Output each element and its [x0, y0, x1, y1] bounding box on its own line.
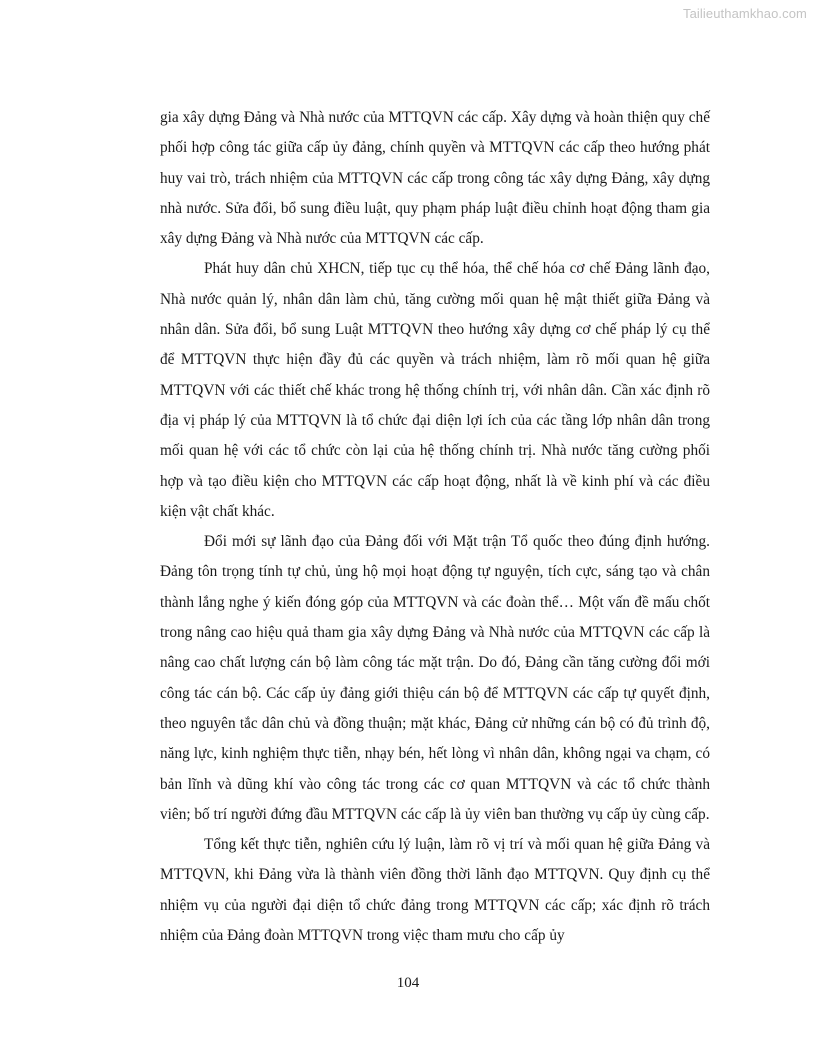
watermark: Tailieuthamkhao.com — [682, 6, 807, 21]
page-body — [160, 103, 710, 951]
paragraph-leadership: Đổi mới sự lãnh đạo của Đảng đối với Mặt trận Tổ quốc theo đúng định hướng. Đảng tôn trọng tính tự chủ, ủng hộ mọi hoạt động tự nguyện, tích cực, sáng tạo và chân thành lắng nghe ý kiến đóng góp của MTTQVN và các đoàn thể… Một vấn đề mấu chốt trong nâng cao hiệu quả tham gia xây dựng Đảng và Nhà nước của MTTQVN các cấp là nâng cao chất lượng cán bộ làm công tác mặt trận. Do đó, Đảng cần tăng cường đổi mới công tác cán bộ. Các cấp ủy đảng giới thiệu cán bộ để MTTQVN các cấp tự quyết định, theo nguyên tắc dân chủ và đồng thuận; mặt khác, Đảng cử những cán bộ có đủ trình độ, năng lực, kinh nghiệm thực tiễn, nhạy bén, hết lòng vì nhân dân, không ngại va chạm, có bản lĩnh và dũng khí vào công tác trong các cơ quan MTTQVN và các tổ chức thành viên; bố trí người đứng đầu MTTQVN các cấp là ủy viên ban thường vụ cấp ủy cùng cấp. — [160, 533, 710, 823]
paragraph-democracy: Phát huy dân chủ XHCN, tiếp tục cụ thể hóa, thể chế hóa cơ chế Đảng lãnh đạo, Nhà nước quản lý, nhân dân làm chủ, tăng cường mối quan hệ mật thiết giữa Đảng và nhân dân. Sửa đổi, bổ sung Luật MTTQVN theo hướng xây dựng cơ chế pháp lý cụ thể để MTTQVN thực hiện đầy đủ các quyền và trách nhiệm, làm rõ mối quan hệ giữa MTTQVN với các thiết chế khác trong hệ thống chính trị, với nhân dân. Cần xác định rõ địa vị pháp lý của MTTQVN là tổ chức đại diện lợi ích của các tầng lớp nhân dân trong mối quan hệ với các tổ chức còn lại của hệ thống chính trị. Nhà nước tăng cường phối hợp và tạo điều kiện cho MTTQVN các cấp hoạt động, nhất là về kinh phí và các điều kiện vật chất khác. — [160, 260, 710, 520]
paragraph-continuation: gia xây dựng Đảng và Nhà nước của MTTQVN các cấp. Xây dựng và hoàn thiện quy chế phối hợp công tác giữa cấp ủy đảng, chính quyền và MTTQVN các cấp theo hướng phát huy vai trò, trách nhiệm của MTTQVN các cấp trong công tác xây dựng Đảng, xây dựng nhà nước. Sửa đổi, bổ sung điều luật, quy phạm pháp luật điều chỉnh hoạt động tham gia xây dựng Đảng và Nhà nước của MTTQVN các cấp. — [160, 109, 710, 248]
paragraph-summary: Tổng kết thực tiễn, nghiên cứu lý luận, làm rõ vị trí và mối quan hệ giữa Đảng và MTTQVN, khi Đảng vừa là thành viên đồng thời lãnh đạo MTTQVN. Quy định cụ thể nhiệm vụ của người đại diện tổ chức đảng trong MTTQVN các cấp; xác định rõ trách nhiệm của Đảng đoàn MTTQVN trong việc tham mưu cho cấp ủy — [160, 836, 710, 945]
page-number: 104 — [396, 975, 420, 991]
